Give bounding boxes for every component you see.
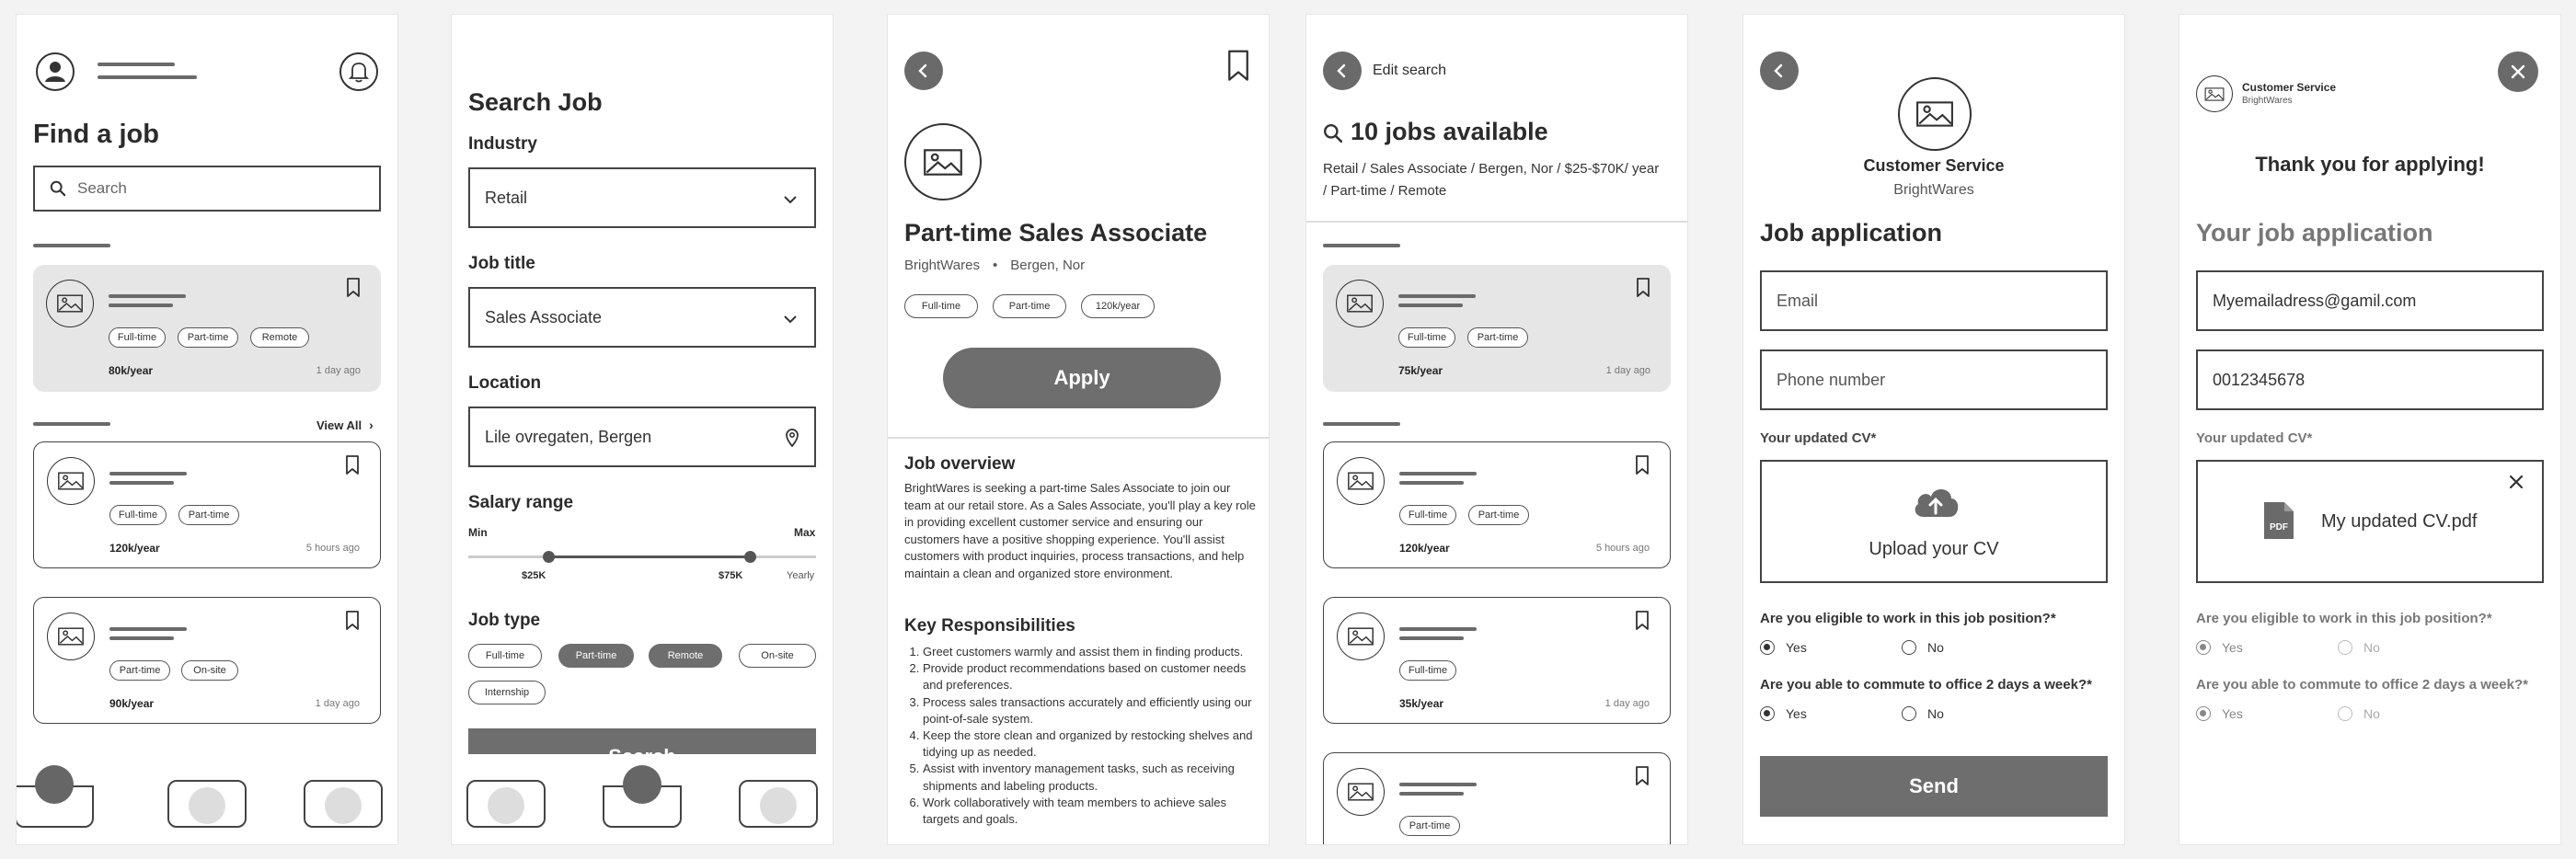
tag-chip: Part-time [1467,327,1528,348]
nav-home-active-icon [35,765,74,804]
job-image-icon [1337,457,1385,505]
posted-time: 1 day ago [316,365,361,376]
eligibility-no-label: No [2363,640,2380,655]
edit-search-link[interactable]: Edit search [1373,63,1447,78]
tag-chip: Part-time [1468,505,1529,525]
apply-button-label: Apply [1053,366,1110,389]
eligibility-question: Are you eligible to work in this job position?* [2196,611,2492,626]
job-image-icon [1337,613,1385,660]
salary-slider[interactable] [468,548,816,567]
tag-chip: Full-time [109,505,167,525]
company-name: BrightWares [904,258,980,273]
header-placeholder-line [98,75,197,79]
nav-search-active-icon [623,765,661,804]
posted-time: 1 day ago [1604,698,1650,709]
job-type-chip-internship[interactable]: Internship [468,681,546,704]
view-all-label: View All [316,418,362,432]
back-arrow-icon [1770,62,1788,80]
tag-chip: Part-time [178,327,238,348]
job-title-value: Sales Associate [485,307,603,326]
salary-max-label: Max [794,526,816,539]
tag-chip: Part-time [993,294,1066,318]
search-input[interactable] [33,166,381,212]
pdf-badge: PDF [2270,522,2288,533]
job-image-icon [47,457,95,505]
nav-profile-button[interactable] [304,780,383,828]
close-icon [2510,63,2526,80]
send-button[interactable] [1760,756,2108,817]
search-icon [50,180,66,197]
salary-text: 120k/year [1399,542,1450,555]
job-title-placeholder [109,294,186,298]
remove-file-icon[interactable] [2509,475,2524,489]
screen-search-job [452,15,833,844]
location-value: Lile ovregaten, Bergen [485,427,652,446]
pdf-file-icon [2262,500,2295,541]
screen-search-results [1306,15,1687,844]
company-logo-icon [904,123,982,200]
job-card[interactable] [1323,752,1671,844]
list-item: 3. Process sales transactions accurately and efficiently using our point-of-sale system. [923,694,1254,727]
back-button[interactable] [904,52,943,90]
cv-label: Your updated CV* [2196,430,2313,446]
phone-field[interactable] [2196,349,2544,410]
section-divider [1306,221,1687,223]
eligibility-yes-label: Yes [1786,640,1807,655]
job-image-icon [1337,768,1385,816]
chevron-down-icon [783,195,798,204]
commute-yes-radio [2196,706,2211,721]
posted-time: 5 hours ago [305,543,360,554]
apply-button[interactable] [943,348,1221,408]
tag-chip: Part-time [109,660,170,681]
industry-select[interactable] [468,167,816,228]
page-title: Job application [1760,219,1943,246]
back-button[interactable] [1760,52,1799,90]
job-title: Part-time Sales Associate [904,219,1208,246]
tag-chip: On-site [181,660,238,681]
tag-chip: Part-time [178,505,239,525]
location-input[interactable] [468,407,816,467]
eligibility-no-label: No [1927,640,1944,655]
nav-saved-button[interactable] [167,780,247,828]
page-title: Search Job [468,88,603,116]
list-item: 4. Keep the store clean and organized by restocking shelves and tidying up as needed. [923,727,1254,761]
job-image-icon [47,613,95,660]
screen-application-submitted [2179,15,2560,844]
phone-field[interactable] [1760,349,2108,410]
job-title-placeholder [1398,304,1463,307]
job-type-chip-on-site[interactable]: On-site [739,644,816,668]
job-image-icon [46,280,94,327]
email-field[interactable] [1760,270,2108,331]
upload-label: Upload your CV [1869,539,1999,559]
eligibility-no-radio[interactable] [1902,640,1916,655]
job-title-placeholder [109,636,174,640]
tag-chip: Full-time [1399,505,1456,525]
eligibility-question: Are you eligible to work in this job position?* [1760,611,2056,626]
job-title-placeholder [1398,294,1476,298]
cv-label: Your updated CV* [1760,430,1877,446]
phone-placeholder: Phone number [1777,370,1886,389]
uploaded-file-box [2196,460,2544,583]
job-title-placeholder [109,472,187,475]
job-title-label: Job title [468,254,535,273]
industry-label: Industry [468,134,537,154]
job-card[interactable] [1323,597,1671,724]
tag-chip: Part-time [1399,816,1460,836]
tag-chip: Full-time [1399,660,1456,681]
salary-min-label: Min [468,526,488,539]
slider-min-handle[interactable] [543,551,555,563]
commute-yes-label: Yes [1786,706,1807,721]
commute-no-label: No [1927,706,1944,721]
screen-job-application [1743,15,2124,844]
salary-text: 80k/year [109,364,154,377]
job-card[interactable] [33,265,381,392]
header-placeholder-line [98,63,175,66]
responsibilities-title: Key Responsibilities [904,616,1075,636]
job-card[interactable] [1323,265,1671,392]
cloud-upload-icon [1911,482,1961,519]
tag-chip: Full-time [1398,327,1455,348]
location-label: Location [468,373,542,393]
list-item: 1. Greet customers warmly and assist them in finding products. [923,644,1254,660]
page-title: Your job application [2196,219,2433,246]
commute-yes-radio[interactable] [1760,706,1775,721]
salary-high-value: $75K [719,570,743,581]
job-image-icon [1336,280,1384,327]
slider-max-handle[interactable] [744,551,756,563]
section-placeholder-line [1323,244,1400,247]
overview-text: BrightWares is seeking a part-time Sales Associate to join our team at our retail store. As a Sales Associate, you'll play a key role in providing excellent customer service and ensuring our customers have a positive shopping experience. You'll assist customers with product inquiries, process transactions, and help maintain a clean and organized store environment. [904,481,1256,580]
job-role: Customer Service [1863,156,2005,175]
job-card[interactable] [33,597,381,724]
job-title-select[interactable] [468,287,816,348]
job-title-placeholder [109,481,174,485]
salary-range-label: Salary range [468,493,574,512]
company-name: BrightWares [2242,96,2293,106]
eligibility-yes-radio [2196,640,2211,655]
tag-chip: 120k/year [1081,294,1155,318]
chevron-down-icon [783,315,798,324]
job-role: Customer Service [2242,81,2337,94]
close-button[interactable] [2498,52,2538,92]
section-placeholder-line [33,244,110,247]
search-summary: Retail / Sales Associate / Bergen, Nor / $25-$70K/ year / Part-time / Remote [1323,161,1660,199]
bookmark-icon[interactable] [1636,278,1650,298]
search-placeholder: Search [77,179,127,197]
salary-text: 120k/year [109,542,160,555]
salary-text: 35k/year [1399,697,1444,710]
bookmark-icon[interactable] [1226,50,1250,83]
job-title-placeholder [1399,472,1477,475]
posted-time: 1 day ago [1605,365,1650,376]
file-name: My updated CV.pdf [2321,511,2478,532]
job-title-placeholder [109,627,187,631]
section-placeholder-line [1323,422,1400,426]
salary-text: 90k/year [109,697,155,710]
posted-time: 1 day ago [315,698,360,709]
chevron-right-icon: › [369,418,374,432]
nav-home-button[interactable] [466,780,546,828]
back-button[interactable] [1323,52,1362,90]
job-type-chip-part-time[interactable]: Part-time [558,644,634,668]
job-title-placeholder [1399,481,1464,485]
tag-chip: Full-time [904,294,978,318]
section-divider [888,437,1269,439]
commute-question: Are you able to commute to office 2 days a week?* [2196,677,2528,693]
eligibility-yes-radio[interactable] [1760,640,1775,655]
bookmark-icon[interactable] [1635,455,1650,475]
email-field[interactable] [2196,270,2544,331]
bookmark-icon[interactable] [1635,611,1650,631]
job-title-placeholder [109,304,173,307]
industry-value: Retail [485,188,528,207]
thank-you-message: Thank you for applying! [2255,153,2485,176]
overview-title: Job overview [904,454,1016,474]
list-item: 2. Provide product recommendations based on customer needs and preferences. [923,660,1254,693]
tag-chip: Remote [250,327,309,348]
tag-chip: Full-time [109,327,166,348]
screen-find-job [17,15,397,844]
results-count: 10 jobs available [1351,118,1548,145]
meta-separator: • [992,258,998,273]
eligibility-no-radio [2338,640,2352,655]
search-icon [1323,123,1343,143]
email-value: Myemailadress@gamil.com [2213,291,2417,310]
back-arrow-icon [1333,62,1351,80]
job-title-placeholder [1399,627,1477,631]
commute-question: Are you able to commute to office 2 days a week?* [1760,677,2092,693]
company-name: BrightWares [1893,182,1974,198]
bookmark-icon[interactable] [346,278,361,298]
screen-job-detail [888,15,1269,844]
section-placeholder-line [33,422,110,426]
list-item: 6. Work collaboratively with team members to achieve sales targets and goals. [923,795,1254,828]
cv-upload-dropzone[interactable] [1760,460,2108,583]
responsibilities-list [904,644,1254,828]
commute-yes-label: Yes [2222,706,2243,721]
commute-no-radio [2338,706,2352,721]
company-logo-icon [1898,77,1972,151]
commute-no-label: No [2363,706,2380,721]
job-location: Bergen, Nor [1010,258,1086,273]
bookmark-icon[interactable] [1635,766,1650,786]
nav-profile-button[interactable] [739,780,818,828]
send-button-label: Send [1909,774,1959,797]
job-type-chip-full-time[interactable]: Full-time [468,644,542,668]
bookmark-icon[interactable] [345,611,360,631]
eligibility-yes-label: Yes [2222,640,2243,655]
job-type-label: Job type [468,611,541,630]
back-arrow-icon [914,62,933,80]
email-placeholder: Email [1777,291,1819,310]
job-card[interactable] [33,441,381,568]
list-item: 5. Assist with inventory management tasks, such as receiving shipments and labeling products. [923,761,1254,794]
job-title-placeholder [1399,636,1464,640]
location-pin-icon [785,429,799,447]
company-logo-icon [2196,75,2233,112]
page-title: Find a job [33,120,159,149]
salary-text: 75k/year [1398,364,1443,377]
view-all-link[interactable] [316,418,374,432]
salary-low-value: $25K [522,570,546,581]
job-type-chip-remote[interactable]: Remote [649,644,722,668]
job-meta [904,258,1085,273]
job-title-placeholder [1399,783,1477,786]
salary-period: Yearly [787,570,815,581]
bookmark-icon[interactable] [345,455,360,475]
notification-bell-icon[interactable] [339,52,379,92]
job-card[interactable] [1323,441,1671,568]
slider-range-fill [548,555,750,558]
posted-time: 5 hours ago [1595,543,1650,554]
job-title-placeholder [1399,792,1464,796]
commute-no-radio[interactable] [1902,706,1916,721]
phone-value: 0012345678 [2213,370,2306,389]
user-avatar-icon[interactable] [35,52,75,92]
